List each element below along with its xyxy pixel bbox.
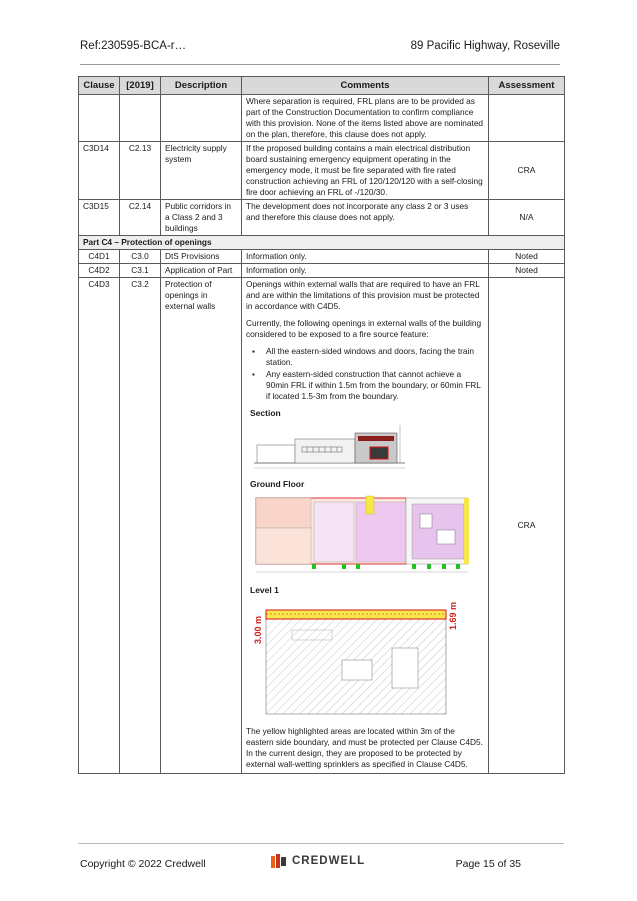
table-row: [79, 142, 565, 200]
section-drawing: [252, 423, 407, 473]
comment-cell: If the proposed building contains a main electrical distribution board sustaining emergency equipment operating in the emergency mode, it must be fire separated with fire rated construction achieving an FRL of 120/120/120 with a self-closing fire door achieving an FRL of -/120/30.: [242, 142, 489, 200]
comment-cell: [242, 278, 489, 774]
description-cell: Electricity supply system: [161, 142, 242, 200]
header-divider: [80, 64, 560, 65]
footer-copyright: Copyright © 2022 Credwell: [80, 858, 206, 870]
compliance-table: [78, 76, 565, 774]
footer-divider: [78, 843, 564, 844]
ground-floor-figure-title: Ground Floor: [250, 479, 305, 489]
clause-cell: C4D2: [79, 264, 120, 278]
section-figure-title: Section: [250, 408, 281, 418]
logo-wordmark: CREDWELL: [292, 855, 366, 867]
assessment-cell: Noted: [489, 264, 565, 278]
credwell-logo-icon: [271, 854, 287, 868]
ref-2019-cell: C3.1: [120, 264, 161, 278]
description-cell: DtS Provisions: [161, 250, 242, 264]
col-header-2019: [2019]: [120, 77, 161, 95]
dimension-label-1-69m: 1.69 m: [448, 601, 458, 630]
col-header-assessment: Assessment: [489, 77, 565, 95]
col-header-description: Description: [161, 77, 242, 95]
assessment-cell: CRA: [489, 278, 565, 774]
comment-paragraph: Currently, the following openings in external walls of the building considered to be exposed to a fire source feature:: [246, 318, 482, 339]
comment-cell: Information only.: [242, 250, 489, 264]
header-address: 89 Pacific Highway, Roseville: [410, 40, 560, 52]
description-cell: Application of Part: [161, 264, 242, 278]
ground-floor-plan: [252, 494, 472, 579]
assessment-cell: N/A: [489, 200, 565, 236]
opening-list: [246, 346, 484, 402]
comment-cell: The development does not incorporate any class 2 or 3 uses and therefore this clause does not apply.: [242, 200, 489, 236]
section-header-row: [79, 236, 565, 250]
table-row: [79, 95, 565, 142]
header-reference: Ref:230595-BCA-r…: [80, 40, 187, 52]
list-item: ▪ Any eastern-sided construction that cannot achieve a 90min FRL if within 1.5m from the boundary, or 60min FRL if located 1.5-3m from the boundary.: [266, 369, 484, 402]
section-title: Part C4 – Protection of openings: [79, 236, 565, 250]
comment-paragraph: Openings within external walls that are required to have an FRL and are within the limitations of this provision must be protected in accordance with C4D5.: [246, 279, 480, 311]
ref-2019-cell: C3.0: [120, 250, 161, 264]
ref-2019-cell: C2.14: [120, 200, 161, 236]
col-header-comments: Comments: [242, 77, 489, 95]
clause-cell: C4D1: [79, 250, 120, 264]
clause-cell: C3D14: [79, 142, 120, 200]
level-1-plan: [252, 600, 462, 720]
description-cell: Public corridors in a Class 2 and 3 buildings: [161, 200, 242, 236]
assessment-cell: CRA: [489, 142, 565, 200]
ref-2019-cell: C3.2: [120, 278, 161, 774]
assessment-cell: Noted: [489, 250, 565, 264]
table-row: [79, 250, 565, 264]
table-header-row: [79, 77, 565, 95]
continued-comment: Where separation is required, FRL plans are to be provided as part of the Construction Documentation to confirm compliance with this provision. None of the items listed above are nominated on the plan, therefore, this clause does not apply.: [242, 95, 489, 142]
col-header-clause: Clause: [79, 77, 120, 95]
clause-cell: C4D3: [79, 278, 120, 774]
footer-page-number: Page 15 of 35: [455, 858, 521, 870]
table-row: [79, 278, 565, 774]
list-item: ▪ All the eastern-sided windows and doors, facing the train station.: [266, 346, 484, 368]
dimension-label-3m: 3.00 m: [253, 615, 263, 644]
ref-2019-cell: C2.13: [120, 142, 161, 200]
table-row: [79, 200, 565, 236]
table-row: [79, 264, 565, 278]
comment-paragraph: The yellow highlighted areas are located within 3m of the eastern side boundary, and must be protected per Clause C4D5. In the current design, they are proposed to be protected by external wall-wetting sprinklers as specified in Clause C4D5.: [246, 726, 483, 769]
credwell-logo: [271, 854, 365, 868]
level-1-figure-title: Level 1: [250, 585, 279, 595]
clause-cell: C3D15: [79, 200, 120, 236]
comment-cell: Information only.: [242, 264, 489, 278]
description-cell: Protection of openings in external walls: [161, 278, 242, 774]
